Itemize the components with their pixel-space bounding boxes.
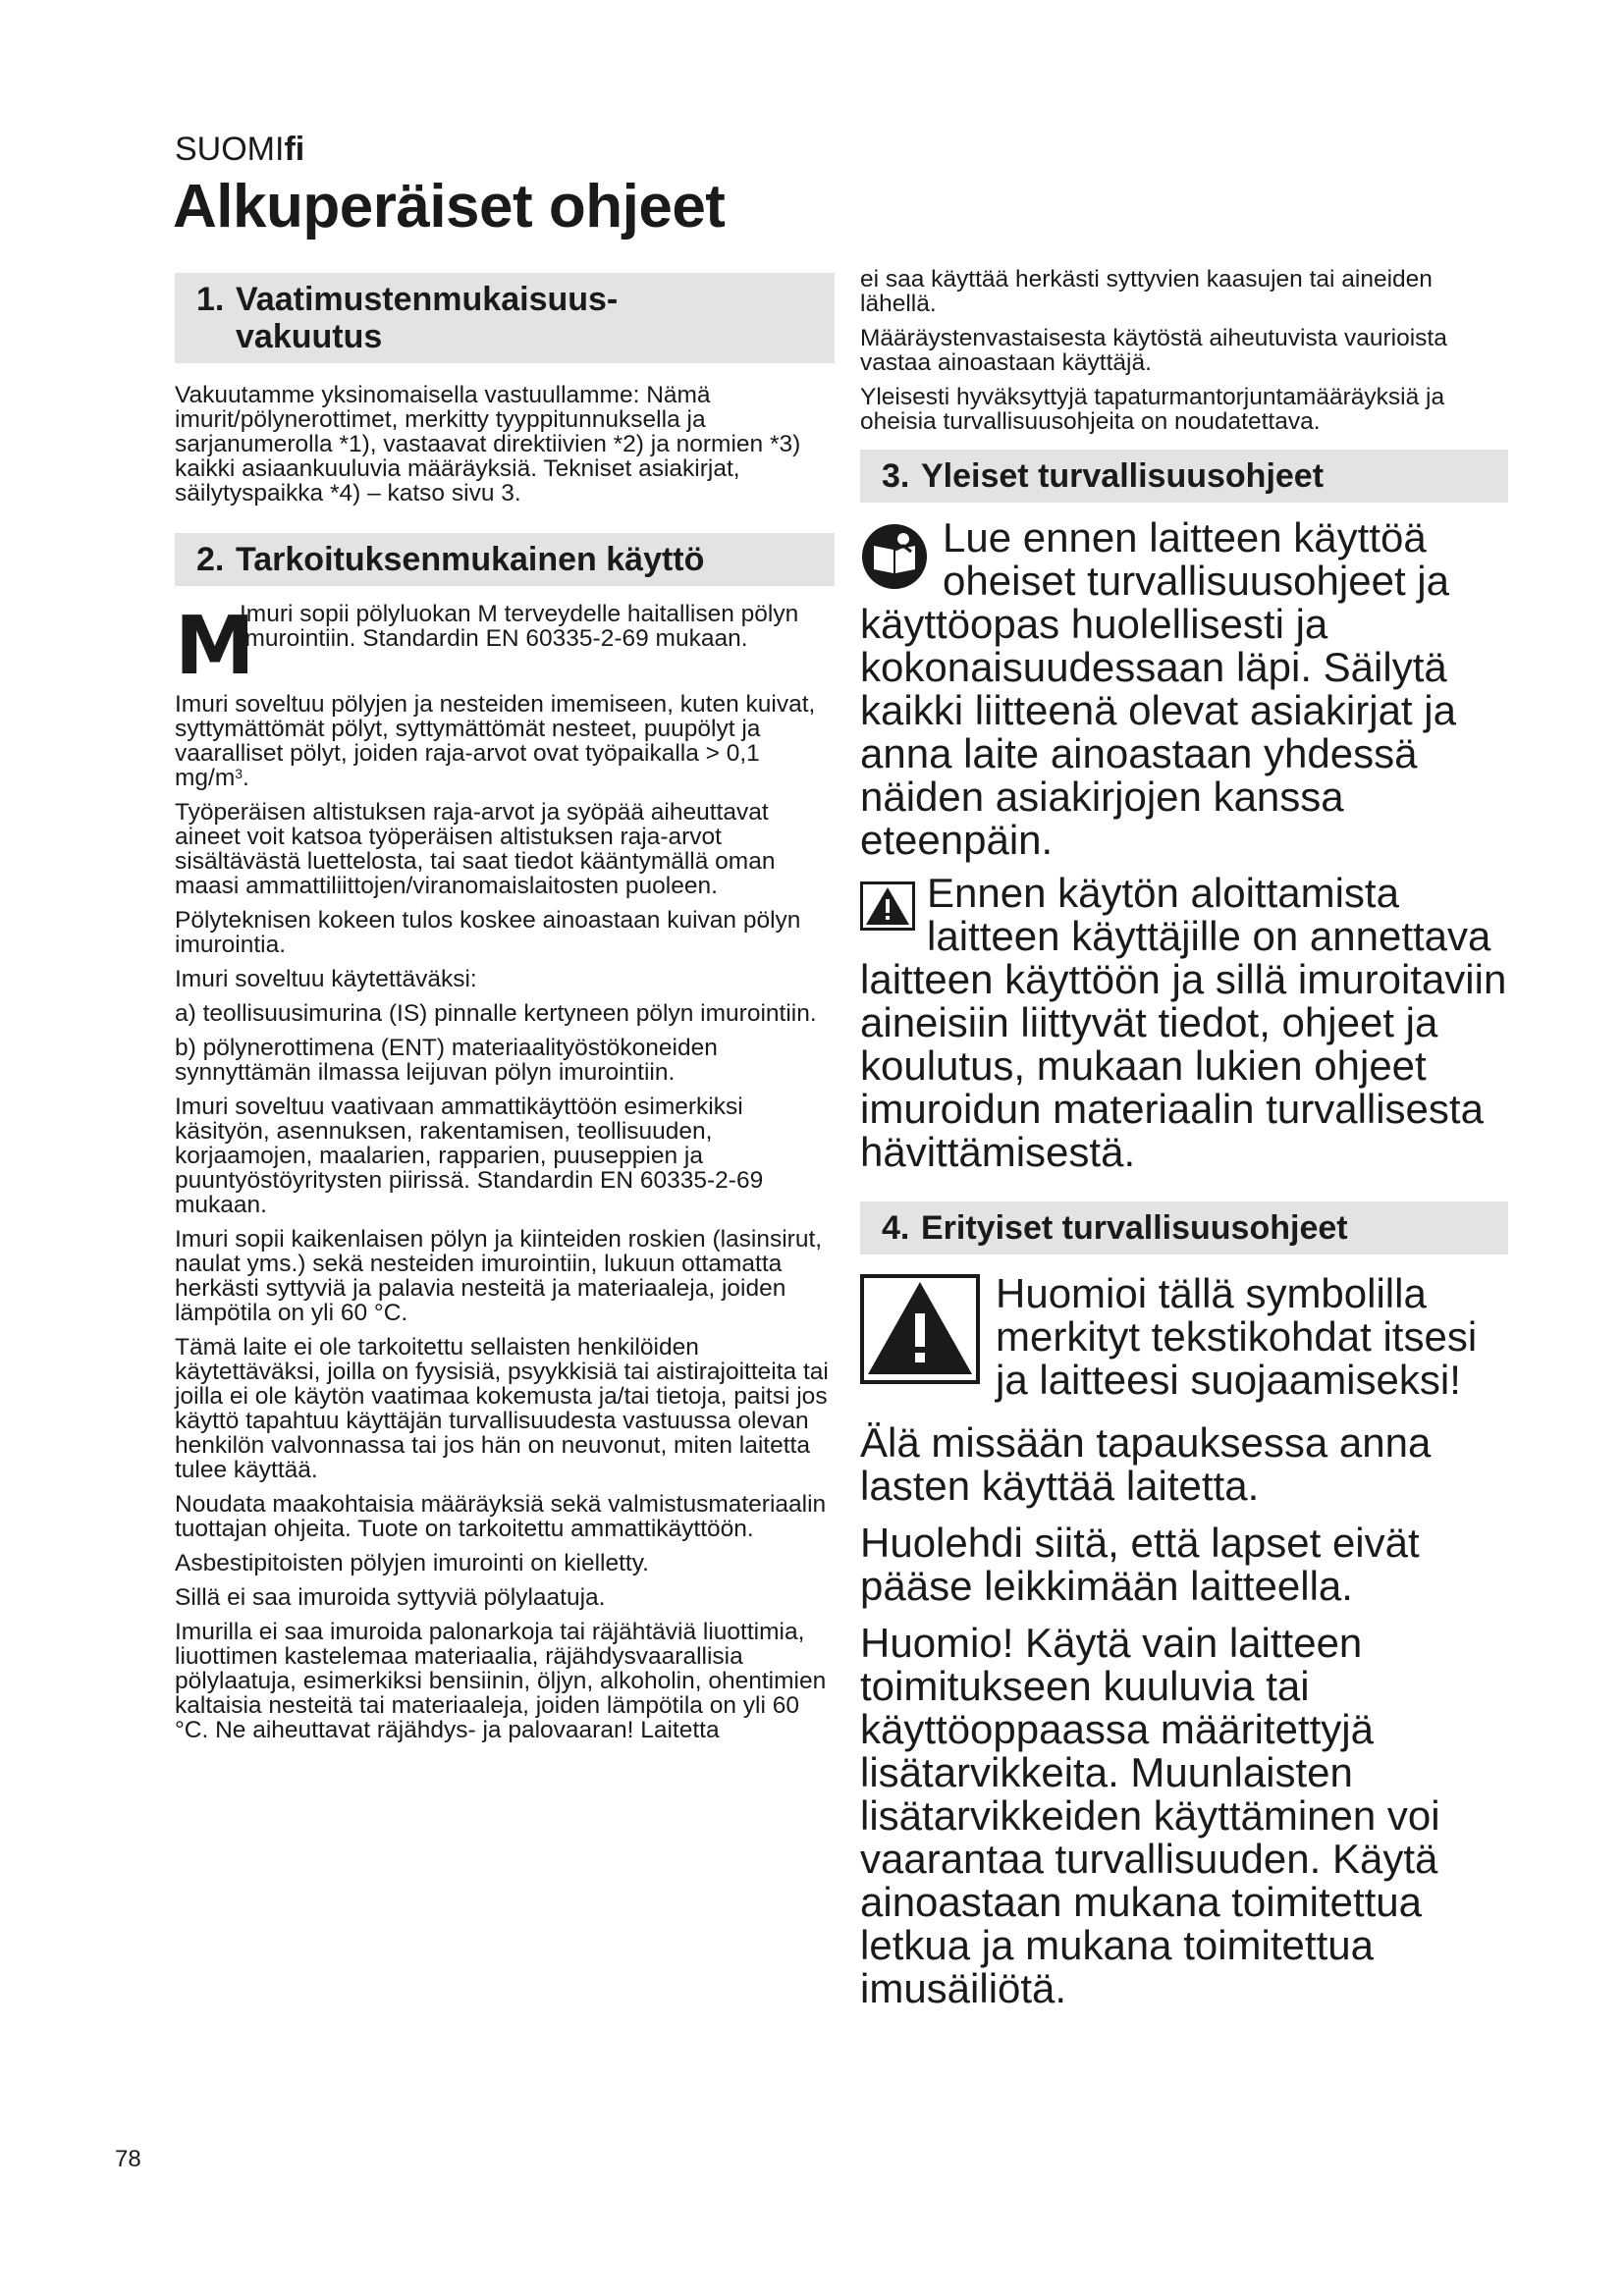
paragraph: Imuri soveltuu pölyjen ja nesteiden imemiseen, kuten kuivat, syttymättömät pölyt, syttymättömät nesteet, puupölyt ja vaaralliset pölyt, joiden raja-arvot ovat työpaikalla > 0,1 $mg/m^3$.	[175, 691, 816, 791]
dust-class-m-symbol: M	[175, 602, 251, 682]
paragraph: Imuri soveltuu käytettäväksi:	[175, 966, 477, 992]
section-heading-3: 3. Yleiset turvallisuusohjeet	[860, 450, 1508, 503]
paragraph: Työperäisen altistuksen raja-arvot ja syöpää aiheuttavat aineet voit katsoa työperäisen altistuksen raja-arvot sisältävästä luettelosta, tai saat tiedot kääntymällä oman maasi ammattiliittojen/viranomaislaitosten puoleen.	[175, 799, 776, 899]
declaration-text: Vakuutamme yksinomaisella vastuullamme: Nämä imurit/pölynerottimet, merkitty tyyppitunnuksella ja sarjanumerolla *1), vastaavat direktiivien *2) ja normien *3) kaikki asiaankuuluvia määräyksiä. Tekniset asiakirjat, säilytyspaikka *4) – katso sivu 3.	[175, 382, 801, 507]
dust-class-block	[175, 602, 835, 682]
section-heading-1: 1. Vaatimustenmukaisuus- vakuutus	[175, 273, 835, 363]
paragraph: Pölyteknisen kokeen tulos koskee ainoastaan kuivan pölyn imurointia.	[175, 907, 801, 958]
paragraph: ei saa käyttää herkästi syttyvien kaasujen tai aineiden lähellä.	[860, 266, 1433, 317]
language-label: SUOMIfi	[175, 131, 305, 168]
paragraph: Imuri soveltuu vaativaan ammattikäyttöön esimerkiksi käsityön, asennuksen, rakentamisen, teollisuuden, korjaamojen, maalarien, rapparien, puuseppien ja puuntyöstöyritysten piirissä. Standardin EN 60335-2-69 mukaan.	[175, 1094, 764, 1218]
page-title: Alkuperäiset ohjeet	[173, 173, 726, 240]
read-manual-icon	[860, 522, 929, 596]
section-heading-4: 4. Erityiset turvallisuusohjeet	[860, 1201, 1508, 1255]
left-column	[175, 273, 835, 1742]
paragraph: Tämä laite ei ole tarkoitettu sellaisten henkilöiden käytettäväksi, joilla on fyysisiä, psyykkisiä tai aistirajoitteita tai joilla ei ole käytön vaatimaa kokemusta ja/tai tietoja, paitsi jos käyttö tapahtuu käyttäjän turvallisuudesta vastuussa olevan henkilön valvonnassa tai jos hän on neuvonut, miten laitetta tulee käyttää.	[175, 1334, 829, 1483]
section-heading-2: 2. Tarkoituksenmukainen käyttö	[175, 533, 835, 586]
paragraph: Imuri sopii kaikenlaisen pölyn ja kiinteiden roskien (lasinsirut, naulat yms.) sekä nesteiden imurointiin, lukuun ottamatta herkästi syttyviä ja palavia nesteitä ja materiaaleja, joiden lämpötila on yli 60 °C.	[175, 1226, 823, 1326]
symbol-warning-text: Huomioi tällä symbolilla merkityt tekstikohdat itsesi ja laitteesi suojaamiseksi!	[996, 1270, 1478, 1403]
read-manual-block	[860, 516, 1508, 862]
paragraph: Sillä ei saa imuroida syttyviä pölylaatuja.	[175, 1584, 606, 1611]
paragraph: Yleisesti hyväksyttyjä tapaturmantorjuntamääräyksiä ja oheisia turvallisuusohjeita on noudatettava.	[860, 384, 1445, 435]
warning-icon	[860, 881, 915, 935]
training-warning-text: Ennen käytön aloittamista laitteen käyttäjille on annettava laitteen käyttöön ja sillä imuroitaviin aineisiin liittyvät tiedot, ohjeet ja koulutus, mukaan lukien ohjeet imuroidun materiaalin turvallisesta hävittämisestä.	[860, 870, 1507, 1175]
training-warning-block	[860, 872, 1508, 1174]
page-number: 78	[115, 2146, 141, 2172]
right-column	[860, 267, 1508, 2010]
paragraph: Huolehdi siitä, että lapset eivät pääse leikkimään laitteella.	[860, 1520, 1420, 1609]
paragraph: Huomio! Käytä vain laitteen toimitukseen kuuluvia tai käyttöoppaassa määritettyjä lisätarvikkeita. Muunlaisten lisätarvikkeiden käyttäminen voi vaarantaa turvallisuuden. Käytä ainoastaan mukana toimitettua letkua ja mukana toimitettua imusäiliötä.	[860, 1620, 1440, 2011]
paragraph: Määräystenvastaisesta käytöstä aiheutuvista vaurioista vastaa ainoastaan käyttäjä.	[860, 325, 1447, 376]
dust-class-text: Imuri sopii pölyluokan M terveydelle haitallisen pölyn imurointiin. Standardin EN 60335-2-69 mukaan.	[240, 602, 799, 652]
paragraph: a) teollisuusimurina (IS) pinnalle kertyneen pölyn imurointiin.	[175, 1000, 817, 1027]
warning-icon	[860, 1274, 980, 1389]
paragraph: Älä missään tapauksessa anna lasten käyttää laitetta.	[860, 1419, 1432, 1509]
paragraph: Imurilla ei saa imuroida palonarkoja tai räjähtäviä liuottimia, liuottimen kastelemaa materiaalia, räjähdysvaarallisia pölylaatuja, esimerkiksi bensiinin, öljyn, alkoholin, ohentimien kaltaisia nesteitä tai materiaaleja, joiden lämpötila on yli 60 °C. Ne aiheuttavat räjähdys- ja palovaaran! Laitetta	[175, 1619, 827, 1743]
paragraph: Noudata maakohtaisia määräyksiä sekä valmistusmateriaalin tuottajan ohjeita. Tuote on tarkoitettu ammattikäyttöön.	[175, 1491, 827, 1542]
paragraph: Asbestipitoisten pölyjen imurointi on kielletty.	[175, 1550, 649, 1576]
symbol-warning-block	[860, 1272, 1508, 1402]
read-manual-text: Lue ennen laitteen käyttöä oheiset turvallisuusohjeet ja käyttöopas huolellisesti ja kokonaisuudessaan läpi. Säilytä kaikki liitteenä olevat asiakirjat ja anna laite ainoastaan yhdessä näiden asiakirjojen kanssa eteenpäin.	[860, 514, 1456, 863]
paragraph: b) pölynerottimena (ENT) materiaalityöstökoneiden synnyttämän ilmassa leijuvan pölyn imurointiin.	[175, 1035, 718, 1086]
